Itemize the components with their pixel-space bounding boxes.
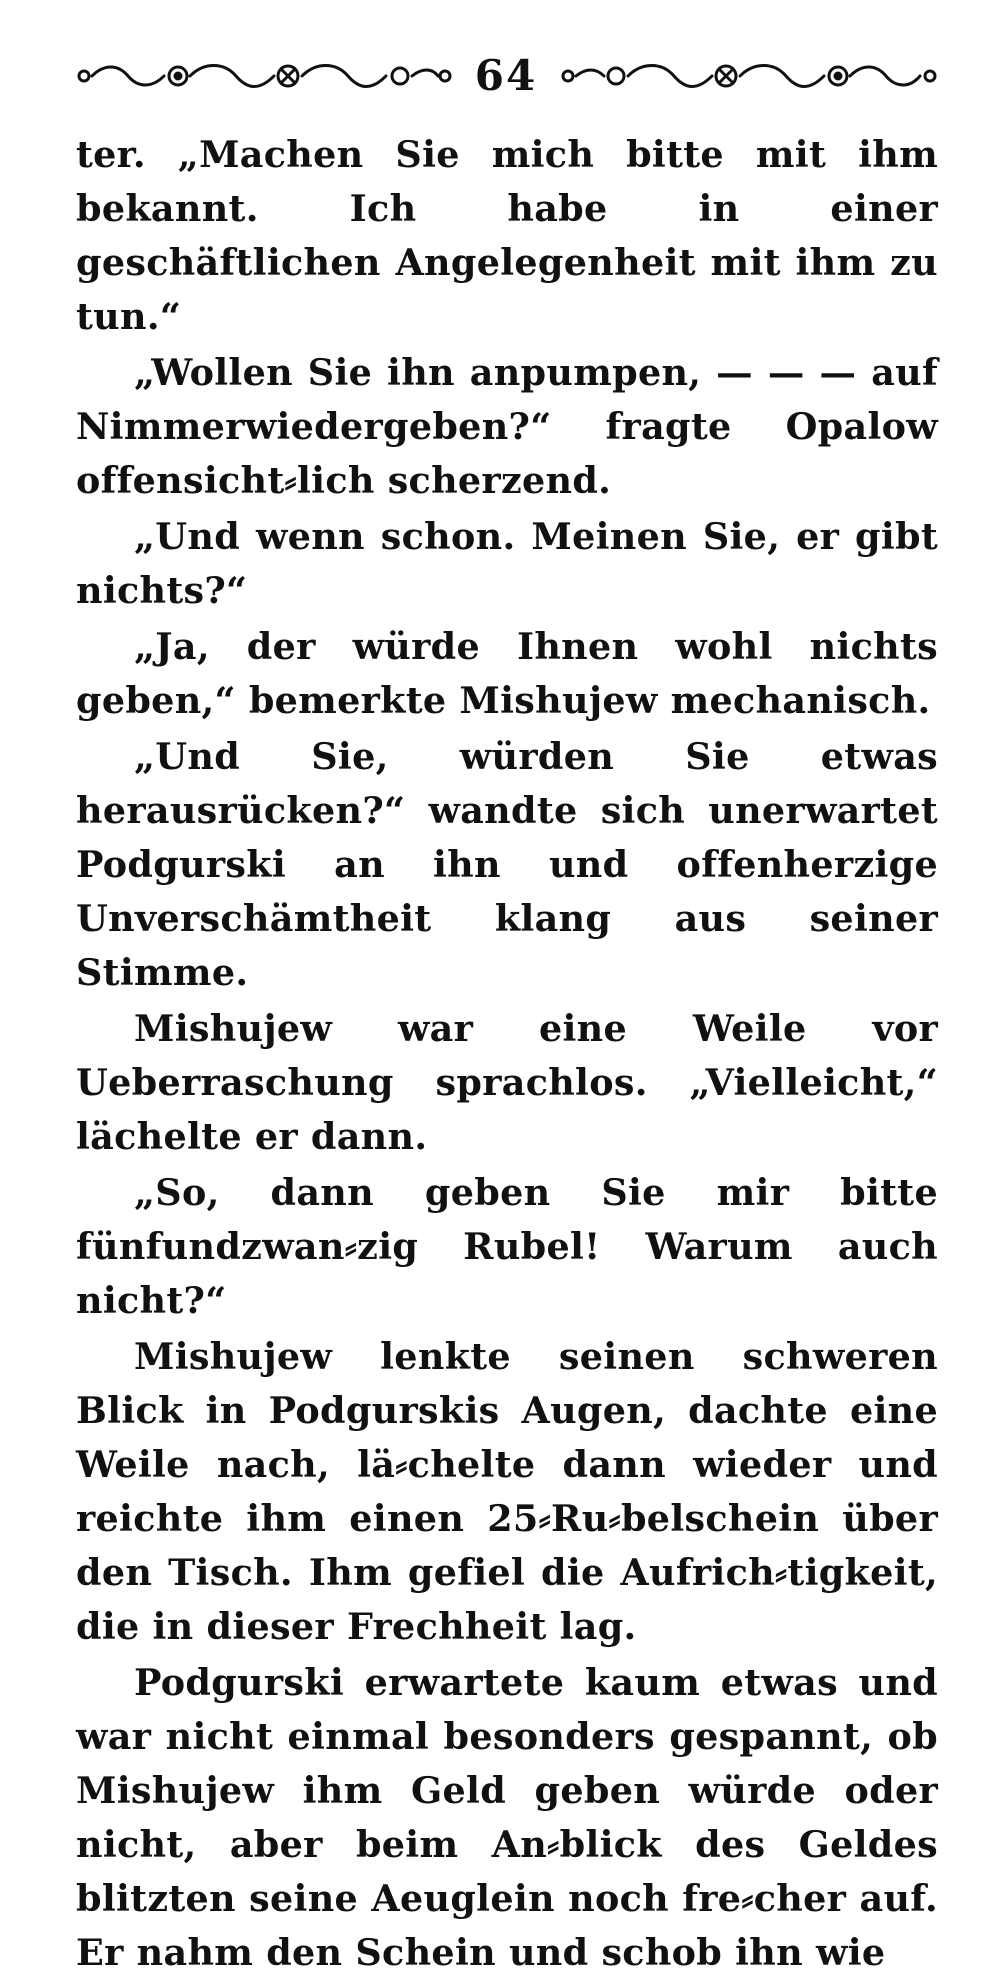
paragraph: „So, dann geben Sie mir bitte fünfundzwan⸗zig Rubel! Warum auch nicht?“	[76, 1171, 938, 1322]
paragraph: ter. „Machen Sie mich bitte mit ihm bekannt. Ich habe in einer geschäftlichen Angelegenheit mit ihm zu tun.“	[76, 133, 938, 338]
ornamental-rule-icon	[74, 58, 452, 94]
page-header	[74, 48, 938, 104]
paragraph: „Wollen Sie ihn anpumpen, — — — auf Nimmerwiedergeben?“ fragte Opalow offensicht⸗lich scherzend.	[76, 351, 938, 502]
paragraph: Mishujew lenkte seinen schweren Blick in Podgurskis Augen, dachte eine Weile nach, lä⸗chelte dann wieder und reichte ihm einen 25⸗Ru⸗belschein über den Tisch. Ihm gefiel die Aufrich⸗tigkeit, die in dieser Frechheit lag.	[76, 1335, 938, 1648]
page-number: 64	[474, 51, 538, 100]
paragraph: „Und Sie, würden Sie etwas herausrücken?“ wandte sich unerwartet Podgurski an ihn und offenherzige Unverschämtheit klang aus seiner Stimme.	[76, 735, 938, 994]
paragraph: „Und wenn schon. Meinen Sie, er gibt nichts?“	[76, 515, 938, 612]
ornamental-rule-icon	[560, 58, 938, 94]
paragraph: „Ja, der würde Ihnen wohl nichts geben,“ bemerkte Mishujew mechanisch.	[76, 625, 938, 722]
paragraph: Podgurski erwartete kaum etwas und war nicht einmal besonders gespannt, ob Mishujew ihm Geld geben würde oder nicht, aber beim An⸗blick des Geldes blitzten seine Aeuglein noch fre⸗cher auf. Er nahm den Schein und schob ihn wie	[76, 1661, 938, 1974]
paragraph: Mishujew war eine Weile vor Ueberraschung sprachlos. „Vielleicht,“ lächelte er dann.	[76, 1007, 938, 1158]
page-body-text	[76, 128, 938, 1982]
